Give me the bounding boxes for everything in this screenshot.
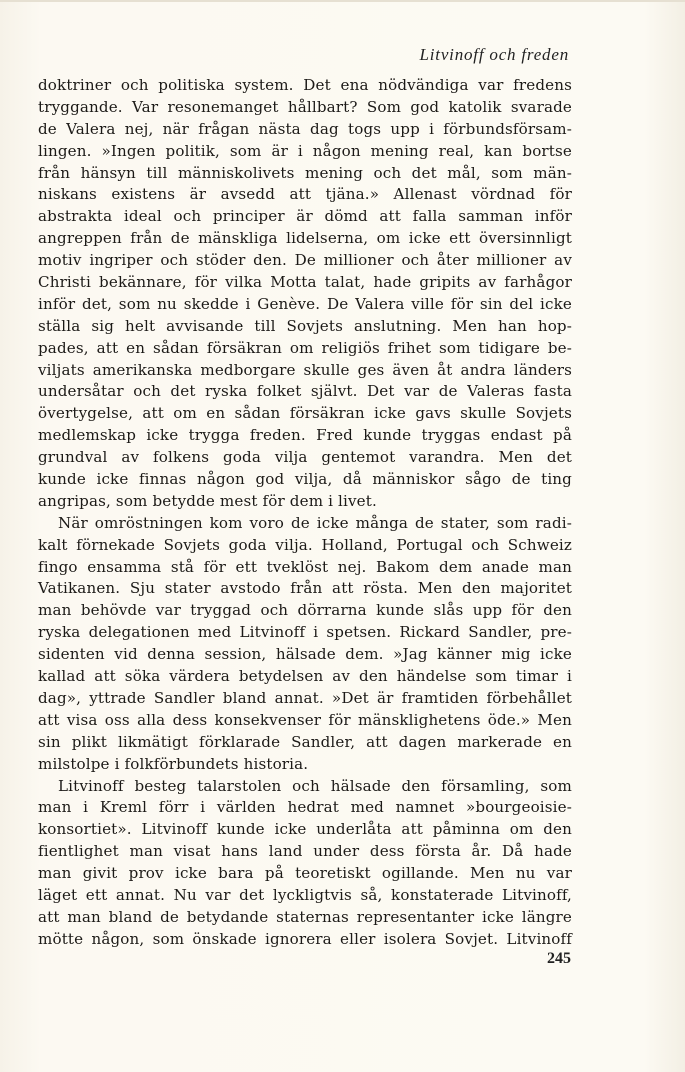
text-line: tryggande. Var resonemanget hållbart? Som god katolik svarade [38,97,572,116]
text-line: motiv ingriper och stöder den. De millioner och åter millioner av [38,251,572,270]
body-text [38,75,572,951]
text-line: milstolpe i folkförbundets historia. [38,754,309,773]
text-line: fientlighet man visat hans land under dess första år. Då hade [38,842,572,861]
text-line: man i Kreml förr i världen hedrat med namnet »bourgeoisie- [38,798,572,817]
text-line: de Valera nej, när frågan nästa dag togs upp i förbundsförsam- [38,119,572,138]
text-line: grundval av folkens goda vilja gentemot varandra. Men det [38,448,572,467]
text-line: Christi bekännare, för vilka Motta talat, hade gripits av farhågor [38,273,572,292]
text-line: dag», yttrade Sandler bland annat. »Det är framtiden förbehållet [38,688,572,707]
text-line: övertygelse, att om en sådan försäkran icke gavs skulle Sovjets [38,404,572,423]
text-line: fingo ensamma stå för ett tveklöst nej. Bakom dem anade man [38,557,572,576]
text-line: kallad att söka värdera betydelsen av den händelse som timar i [38,667,572,686]
text-line: pades, att en sådan försäkran om religiös frihet som tidigare be- [38,338,572,357]
text-line: kunde icke finnas någon god vilja, då människor sågo de ting [38,470,572,489]
running-head: Litvinoff och freden [419,45,569,64]
text-line: sidenten vid denna session, hälsade dem. »Jag känner mig icke [38,645,572,664]
text-line: kalt förnekade Sovjets goda vilja. Holland, Portugal och Schweiz [38,535,572,554]
text-line: ryska delegationen med Litvinoff i spetsen. Rickard Sandler, pre- [38,623,572,642]
text-line: angripas, som betydde mest för dem i livet. [38,491,377,510]
text-line: angreppen från de mänskliga lidelserna, om icke ett översinnligt [38,229,572,248]
text-line: läget ett annat. Nu var det lyckligtvis så, konstaterade Litvinoff, [38,885,572,904]
text-line: Litvinoff besteg talarstolen och hälsade den församling, som [58,776,572,795]
text-line: att visa oss alla dess konsekvenser för mänsklighetens öde.» Men [38,710,572,729]
page-top-edge [0,0,685,2]
text-line: sin plikt likmätigt förklarade Sandler, att dagen markerade en [38,732,572,751]
text-line: lingen. »Ingen politik, som är i någon mening real, kan bortse [38,141,572,160]
text-line: från hänsyn till människolivets mening och det mål, som män- [38,163,572,182]
text-line: abstrakta ideal och principer är dömd att falla samman inför [38,207,572,226]
text-line: Vatikanen. Sju stater avstodo från att rösta. Men den majoritet [38,579,572,598]
text-line: man behövde var tryggad och dörrarna kunde slås upp för den [38,601,572,620]
text-line: att man bland de betydande staternas representanter icke längre [38,907,572,926]
page-number: 245 [547,950,571,967]
text-line: undersåtar och det ryska folket självt. Det var de Valeras fasta [38,382,572,401]
text-line: konsortiet». Litvinoff kunde icke underlåta att påminna om den [38,820,572,839]
text-line: viljats amerikanska medborgare skulle ges även åt andra länders [38,360,572,379]
text-line: medlemskap icke trygga freden. Fred kunde tryggas endast på [38,426,572,445]
text-line: När omröstningen kom voro de icke många de stater, som radi- [58,513,572,532]
text-line: ställa sig helt avvisande till Sovjets anslutning. Men han hop- [38,316,572,335]
text-line: doktriner och politiska system. Det ena nödvändiga var fredens [38,76,572,94]
text-line: mötte någon, som önskade ignorera eller isolera Sovjet. Litvinoff [38,929,572,948]
text-line: inför det, som nu skedde i Genève. De Valera ville för sin del icke [38,294,572,313]
text-line: niskans existens är avsedd att tjäna.» Allenast vördnad för [38,185,572,204]
text-line: man givit prov icke bara på teoretiskt ogillande. Men nu var [38,864,572,883]
